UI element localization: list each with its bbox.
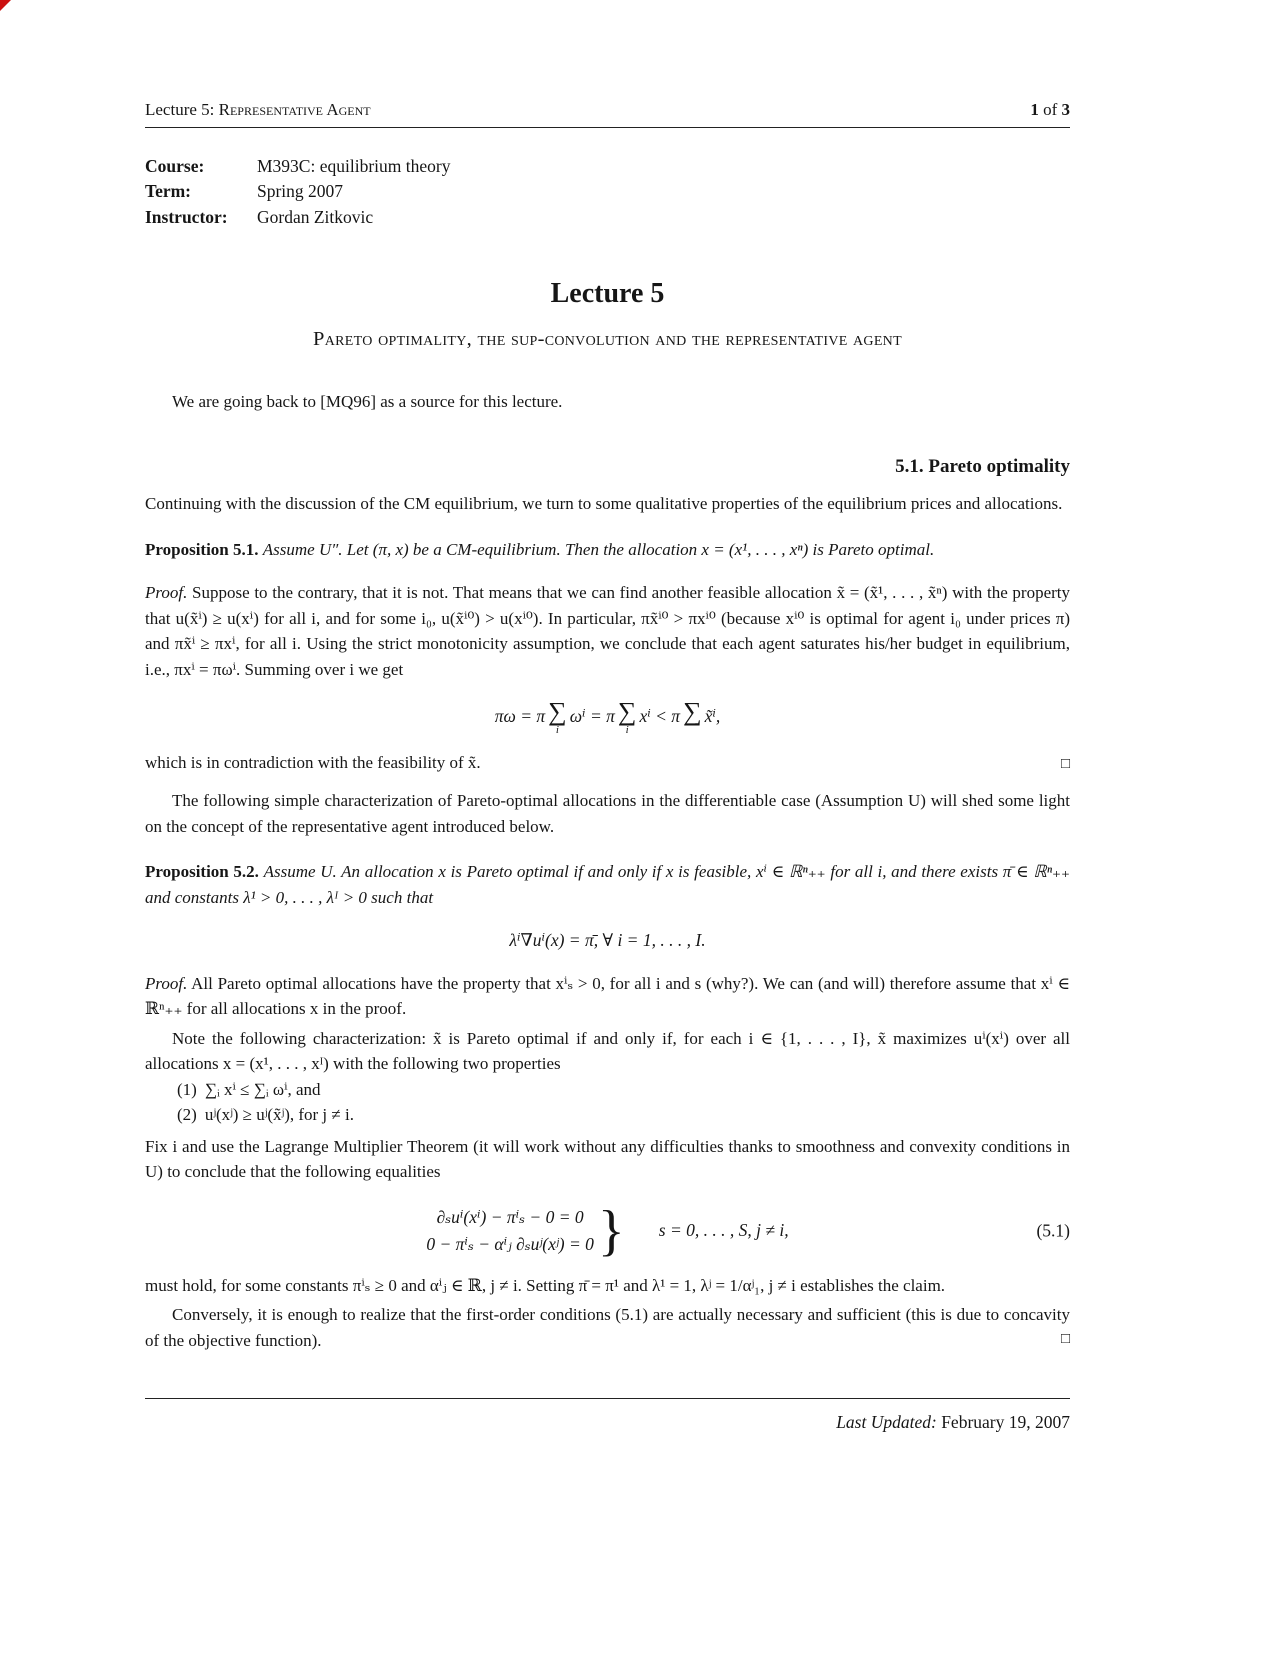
system-brace: } (597, 1199, 625, 1262)
meta-row-instructor (145, 205, 1070, 230)
proof-5-2 (145, 971, 1070, 1022)
instructor-label: Instructor: (145, 206, 228, 227)
proof-5-1 (145, 580, 1070, 682)
proof-5-2-p1: All Pareto optimal allocations have the property that xⁱₛ > 0, for all i and s (why?). We can (and will) therefore assume that xⁱ ∈ ℝⁿ₊₊ for all allocations x in the proof. (145, 973, 1070, 1019)
last-updated-label: Last Updated: (836, 1412, 937, 1432)
proof-5-2-p2: Note the following characterization: x̃ is Pareto optimal if and only if, for each i ∈ {1, . . . , I}, x̃ maximizes uⁱ(xⁱ) over all allocations x = (x¹, . . . , xᴵ) with the following two properties (145, 1028, 1070, 1074)
last-updated-value: February 19, 2007 (936, 1412, 1070, 1432)
sum-symbol: ∑ (617, 697, 637, 727)
list-item-1 (177, 1077, 1070, 1103)
equation-5-1 (145, 1199, 1070, 1262)
eq1-part: πω = π (494, 706, 546, 727)
sum-operator (548, 697, 567, 736)
sum-operator (617, 697, 637, 736)
equation-5-1-line1: ∂ₛuⁱ(xⁱ) − πⁱₛ − 0 = 0 (436, 1206, 584, 1227)
proposition-5-2-label: Proposition 5.2. (145, 862, 259, 882)
list-item-1-body: ∑ᵢ xⁱ ≤ ∑ᵢ ωⁱ, and (204, 1079, 321, 1099)
proof-5-2-p4: must hold, for some constants πⁱₛ ≥ 0 and αⁱⱼ ∈ ℝ, j ≠ i. Setting π̄ = π¹ and λ¹ = 1, λʲ = 1/αʲ₁, j ≠ i establishes the claim. (145, 1275, 946, 1295)
proposition-5-1-label: Proposition 5.1. (145, 539, 259, 559)
list-item-2-number: (2) (177, 1105, 197, 1125)
paragraph-continuing: Continuing with the discussion of the CM equilibrium, we turn to some qualitative properties of the equilibrium prices and allocations. (145, 494, 1063, 514)
equation-condition: s = 0, . . . , S, j ≠ i, (658, 1220, 789, 1241)
section-title: Pareto optimality (928, 456, 1070, 478)
paragraph-characterization: The following simple characterization of Pareto-optimal allocations in the differentiable case (Assumption U) will shed some light on the concept of the representative agent introduced below. (145, 791, 1070, 836)
sum-limit: i (555, 723, 559, 736)
running-header-course-title: Representative Agent (218, 100, 371, 119)
term-label: Term: (145, 181, 192, 202)
corner-mark (0, 0, 11, 11)
page-of-label: of (1038, 100, 1062, 119)
equation-tag: (5.1) (1036, 1220, 1070, 1241)
proof-5-2-p5-text: Conversely, it is enough to realize that the first-order conditions (5.1) are actually necessary and sufficient (this is due to concavity of the objective function). (145, 1305, 1070, 1350)
page-number (1030, 100, 1070, 120)
eq1-part: xⁱ < π (639, 706, 681, 727)
equation-system (426, 1204, 594, 1258)
equation-5-1-line2: 0 − πⁱₛ − αⁱⱼ ∂ₛuʲ(xʲ) = 0 (426, 1233, 594, 1254)
instructor-value: Gordan Zitkovic (257, 206, 374, 227)
running-header-prefix: Lecture 5: (145, 100, 219, 119)
proof-5-2-p3: Fix i and use the Lagrange Multiplier Theorem (it will work without any difficulties thanks to smoothness and convexity conditions in U) to conclude that the following equalities (145, 1136, 1070, 1182)
proposition-5-1-body: Assume U″. Let (π, x) be a CM-equilibrium. Then the allocation x = (x¹, . . . , xⁿ) is Pareto optimal. (262, 539, 935, 559)
running-header-title (145, 100, 371, 120)
proposition-5-2 (145, 859, 1070, 910)
proof-5-1-body: Suppose to the contrary, that it is not. That means that we can find another feasible allocation x̃ = (x̃¹, . . . , x̃ⁿ) with the property that u(x̃ⁱ) ≥ u(xⁱ) for all i, and for some i₀, u(x̃ⁱ⁰) > u(xⁱ⁰). In particular, πx̃ⁱ⁰ > πxⁱ⁰ (because xⁱ⁰ is optimal for agent i₀ under prices π) and πx̃ⁱ ≥ πxⁱ, for all i. Using the strict monotonicity assumption, we conclude that each agent saturates his/her budget in equilibrium, i.e., πxⁱ = πωⁱ. Summing over i we get (145, 583, 1071, 679)
course-meta (145, 154, 1070, 230)
section-heading (145, 456, 1070, 478)
proposition-5-1 (145, 537, 1070, 563)
title-block (145, 278, 1070, 353)
equation-1 (145, 697, 1070, 736)
list-item-1-number: (1) (177, 1079, 197, 1099)
qed-symbol: □ (1060, 1330, 1070, 1347)
page-current: 1 (1030, 100, 1039, 119)
eq1-part: x̃ⁱ, (704, 706, 721, 727)
intro-paragraph: We are going back to [MQ96] as a source for this lecture. (172, 391, 563, 411)
sum-operator (683, 697, 702, 736)
meta-row-term (145, 179, 1070, 204)
page-total: 3 (1061, 100, 1070, 119)
sum-symbol: ∑ (683, 697, 702, 727)
list-item-2 (177, 1102, 1070, 1128)
list-item-2-body: uʲ(xʲ) ≥ uʲ(x̃ʲ), for j ≠ i. (204, 1105, 354, 1125)
meta-row-course (145, 154, 1070, 179)
lecture-subtitle: Pareto optimality, the sup-convolution and the representative agent (313, 328, 902, 351)
course-label: Course: (145, 156, 205, 176)
proof-5-2-p5 (145, 1302, 1070, 1353)
proof-5-1-conclusion-text: which is in contradiction with the feasibility of x̃. (145, 752, 481, 772)
lecture-title: Lecture 5 (550, 278, 665, 310)
course-value: M393C: equilibrium theory (257, 156, 451, 176)
running-header (145, 100, 1070, 128)
sum-limit: i (625, 723, 629, 736)
term-value: Spring 2007 (257, 181, 344, 202)
sum-symbol: ∑ (548, 697, 567, 727)
page-footer (145, 1398, 1070, 1433)
equation-2: λⁱ∇uⁱ(x) = π̄, ∀ i = 1, . . . , I. (509, 930, 706, 951)
eq1-part: ωⁱ = π (569, 706, 615, 727)
proof-5-1-conclusion (145, 750, 1070, 776)
proposition-5-2-body: Assume U. An allocation x is Pareto optimal if and only if x is feasible, xⁱ ∈ ℝⁿ₊₊ for all i, and there exists π̄ ∈ ℝⁿ₊₊ and constants λ¹ > 0, . . . , λᴵ > 0 such that (145, 862, 1070, 907)
proof-5-1-label: Proof. (145, 583, 188, 603)
proof-5-2-label: Proof. (145, 973, 188, 993)
qed-symbol: □ (1060, 755, 1070, 772)
section-number: 5.1. (895, 456, 924, 478)
